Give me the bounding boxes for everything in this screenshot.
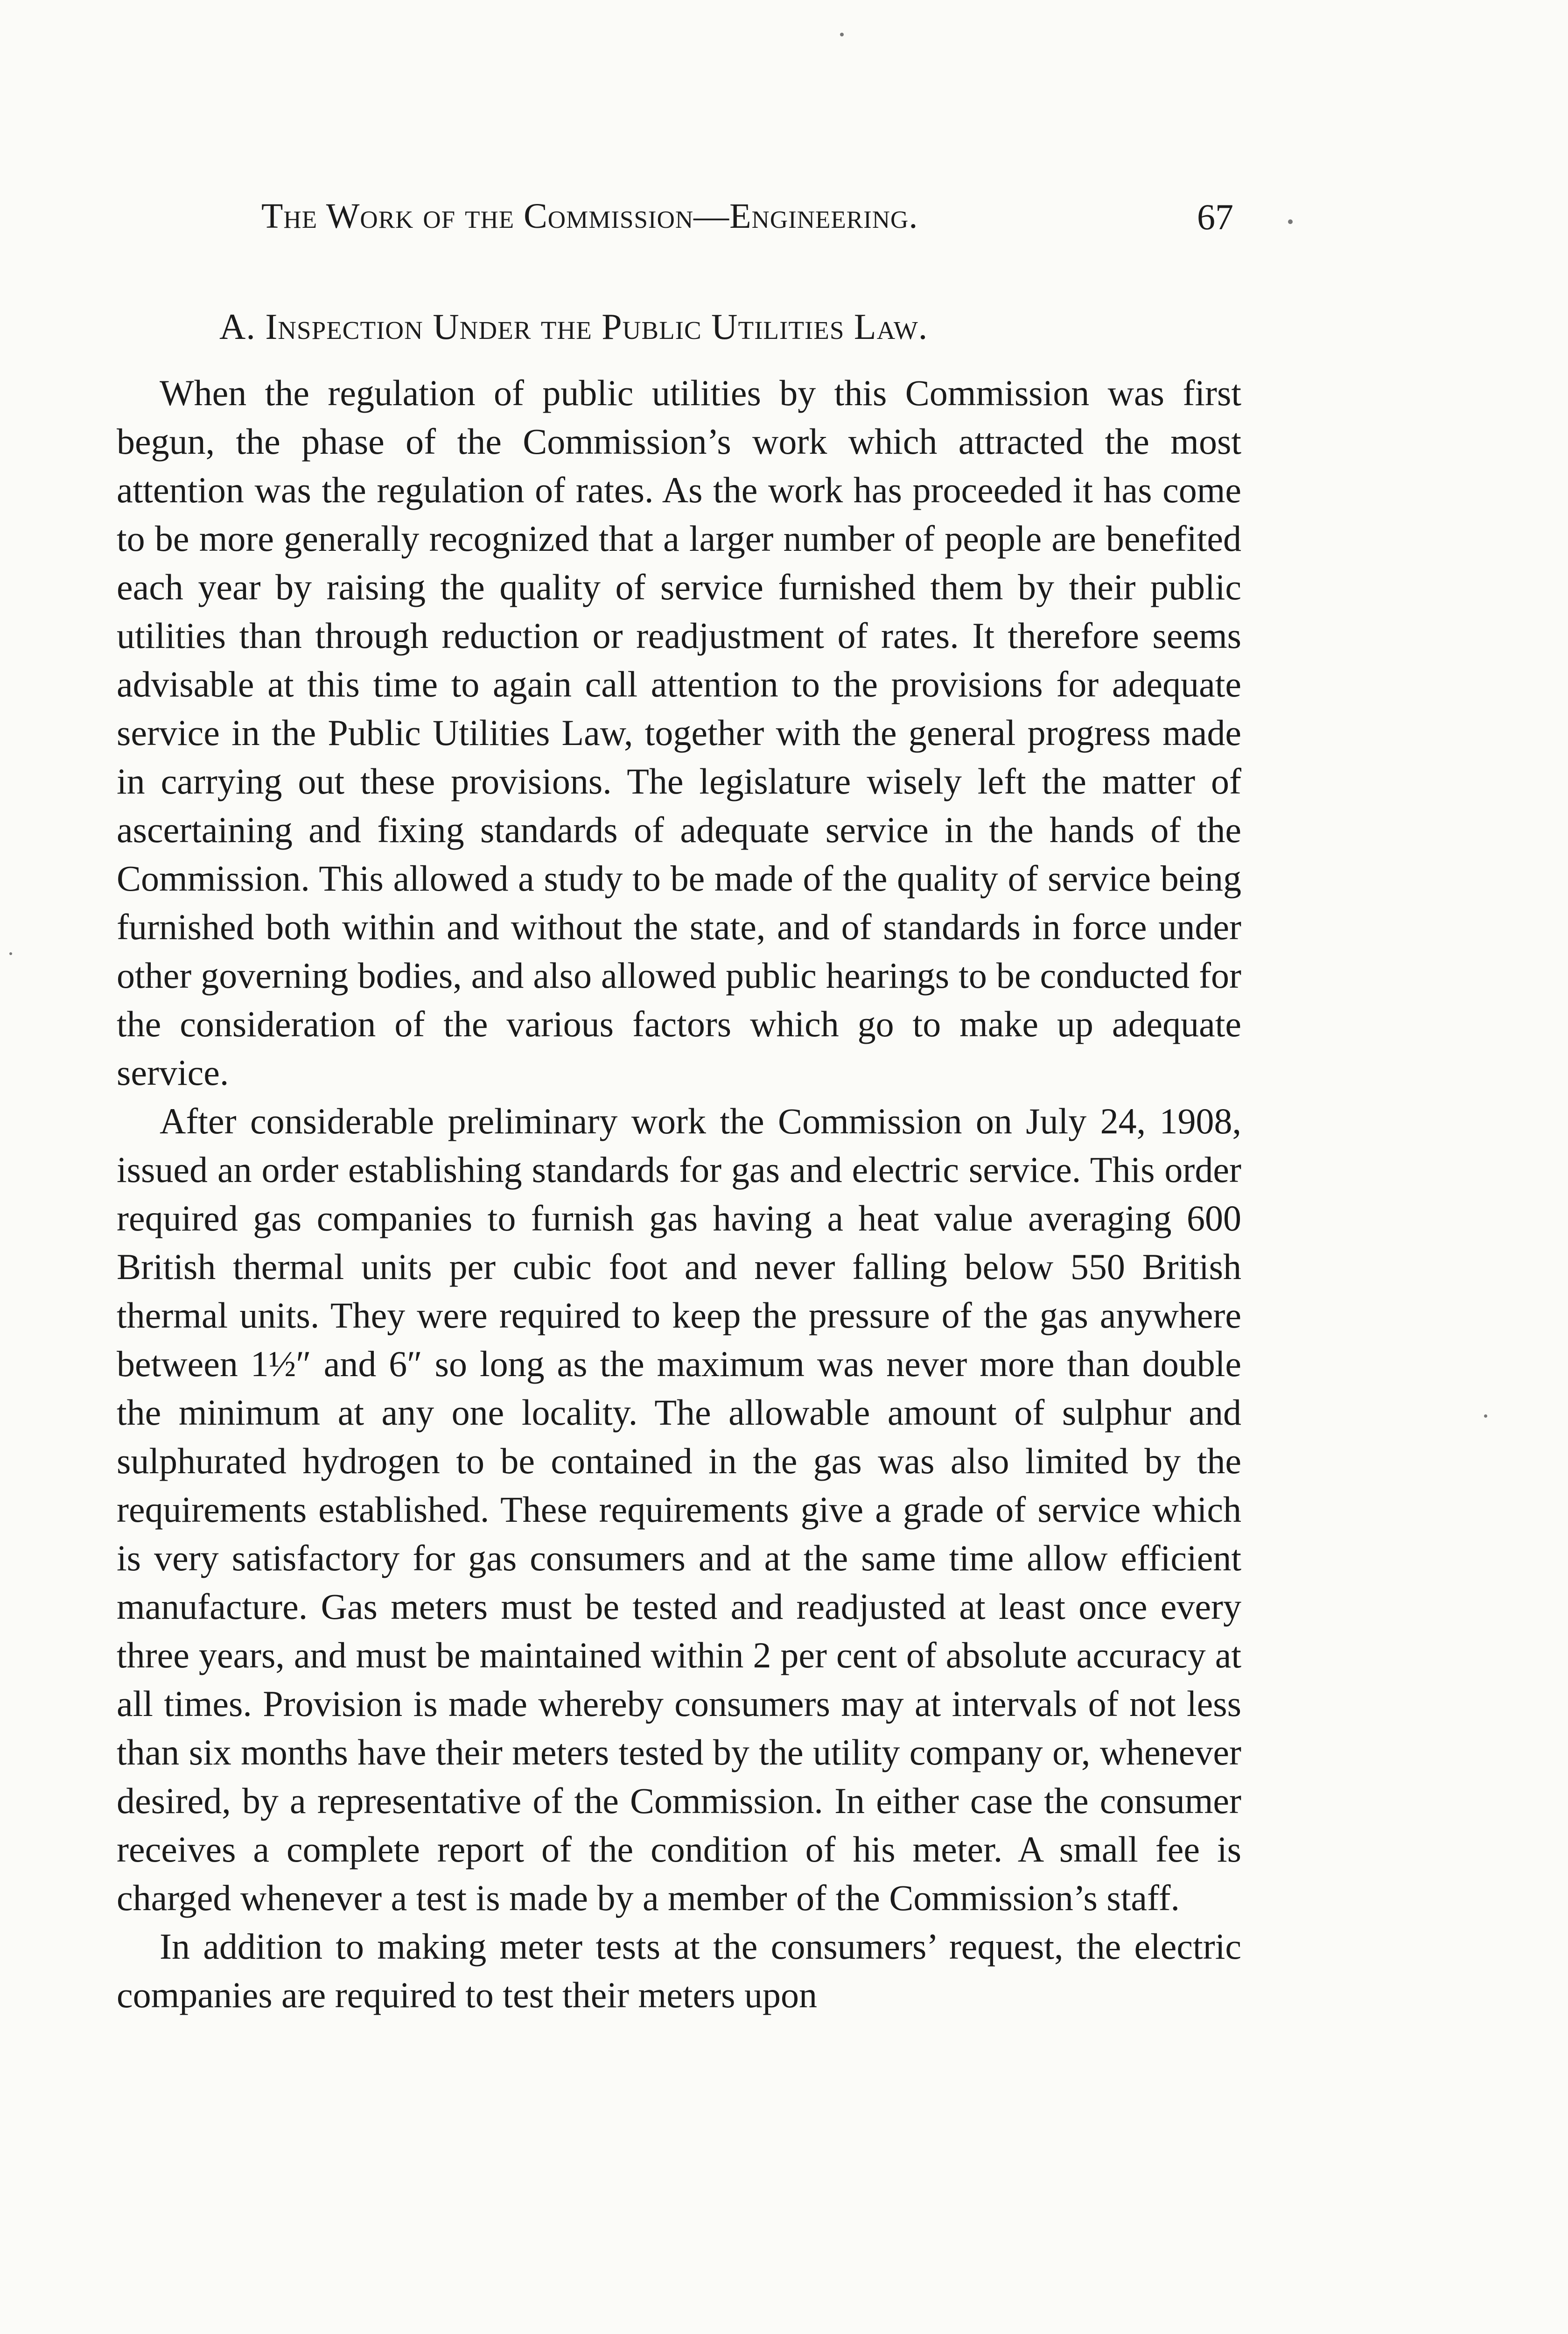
paragraph-1: When the regulation of public utilities by this Commission was first begun, the phase of the Commission’s work which attracted the most attention was the regulation of rates. As the work has proceeded it has come to be more generally recognized that a larger number of people are benefited each year by raising the quality of service furnished them by their public utilities than through reduction or readjustment of rates. It therefore seems advisable at this time to again call attention to the provisions for adequate service in the Public Utilities Law, together with the general progress made in carrying out these provisions. The legislature wisely left the matter of ascertaining and fixing standards of adequate service in the hands of the Commission. This allowed a study to be made of the quality of service being furnished both within and without the state, and of standards in force under other governing bodies, and also allowed public hearings to be conducted for the consideration of the various factors which go to make up adequate service.	[117, 373, 1241, 1093]
page-number: 67	[1197, 197, 1233, 237]
scan-speck	[9, 952, 12, 955]
paragraph-3: In addition to making meter tests at the consumers’ request, the electric companies are required to test their meters upon	[117, 1926, 1241, 2015]
scan-speck	[1288, 219, 1293, 224]
section-heading: A. Inspection Under the Public Utilities Law.	[219, 306, 928, 347]
running-head: The Work of the Commission—Engineering.	[261, 197, 918, 236]
scan-speck	[840, 33, 844, 36]
paragraph-2: After considerable preliminary work the Commission on July 24, 1908, issued an order establishing standards for gas and electric service. This order required gas companies to furnish gas having a heat value averaging 600 British thermal units per cubic foot and never falling below 550 British thermal units. They were required to keep the pressure of the gas anywhere between 1½″ and 6″ so long as the maximum was never more than double the minimum at any one locality. The allowable amount of sulphur and sulphurated hydrogen to be contained in the gas was also limited by the requirements established. These requirements give a grade of service which is very satisfactory for gas consumers and at the same time allow efficient manufacture. Gas meters must be tested and readjusted at least once every three years, and must be maintained within 2 per cent of absolute accuracy at all times. Provision is made whereby consumers may at intervals of not less than six months have their meters tested by the utility company or, whenever desired, by a representative of the Commission. In either case the consumer receives a complete report of the condition of his meter. A small fee is charged whenever a test is made by a member of the Commission’s staff.	[117, 1101, 1241, 1918]
scan-speck	[1484, 1414, 1487, 1418]
body-text	[117, 369, 1241, 2019]
